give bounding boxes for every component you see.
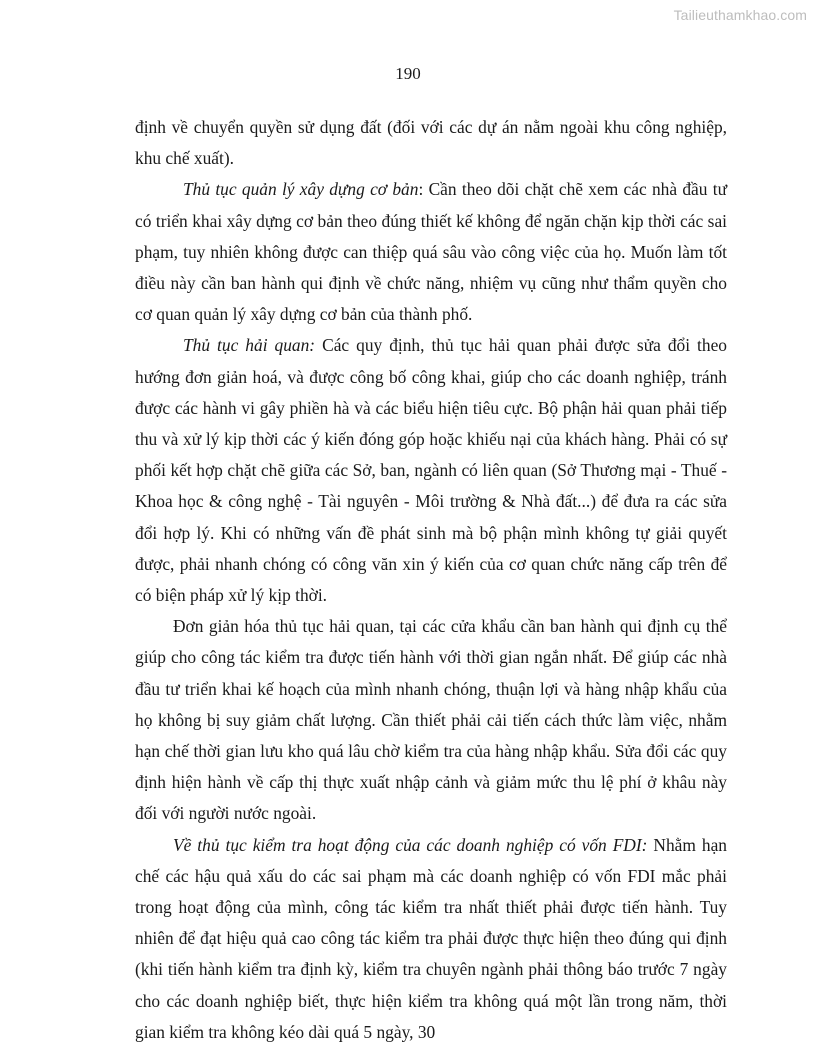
paragraph-lead-italic: Về thủ tục kiểm tra hoạt động của các doanh nghiệp có vốn FDI: [173, 834, 648, 855]
paragraph-construction-procedure [135, 174, 727, 330]
paragraph-text: Nhằm hạn chế các hậu quả xấu do các sai phạm mà các doanh nghiệp có vốn FDI mắc phải trong hoạt động của mình, công tác kiểm tra nhất thiết phải được tiến hành. Tuy nhiên để đạt hiệu quả cao công tác kiểm tra phải được thực hiện theo đúng qui định (khi tiến hành kiểm tra định kỳ, kiểm tra chuyên ngành phải thông báo trước 7 ngày cho các doanh nghiệp biết, thực hiện kiểm tra không quá một lần trong năm, thời gian kiểm tra không kéo dài quá 5 ngày, 30 [135, 834, 727, 1042]
paragraph-fdi-inspection [135, 830, 727, 1048]
paragraph-text: : Cần theo dõi chặt chẽ xem các nhà đầu tư có triển khai xây dựng cơ bản theo đúng thiết kế không để ngăn chặn kịp thời các sai phạm, tuy nhiên không được can thiệp quá sâu vào công việc của họ. Muốn làm tốt điều này cần ban hành qui định về chức năng, nhiệm vụ cũng như thẩm quyền cho cơ quan quản lý xây dựng cơ bản của thành phố. [135, 179, 728, 325]
watermark: Tailieuthamkhao.com [673, 7, 807, 23]
paragraph-text: Các quy định, thủ tục hải quan phải được sửa đổi theo hướng đơn giản hoá, và được công bố công khai, giúp cho các doanh nghiệp, tránh được các hành vi gây phiền hà và các biểu hiện tiêu cực. Bộ phận hải quan phải tiếp thu và xử lý kịp thời các ý kiến đóng góp hoặc khiếu nại của khách hàng. Phải có sự phối kết hợp chặt chẽ giữa các Sở, ban, ngành có liên quan (Sở Thương mại - Thuế - Khoa học & công nghệ - Tài nguyên - Môi trường & Nhà đất...) để đưa ra các sửa đổi hợp lý. Khi có những vấn đề phát sinh mà bộ phận mình không tự giải quyết được, phải nhanh chóng có công văn xin ý kiến của cơ quan chức năng cấp trên để có biện pháp xử lý kịp thời. [135, 335, 727, 606]
document-body [135, 112, 727, 1048]
paragraph-simplify-customs [135, 611, 727, 829]
page-number: 190 [395, 64, 421, 83]
paragraph-lead-italic: Thủ tục quản lý xây dựng cơ bản [183, 179, 419, 200]
paragraph-lead-italic: Thủ tục hải quan: [183, 335, 316, 356]
paragraph-customs-procedure [135, 330, 727, 611]
paragraph-land-transfer [135, 112, 727, 174]
paragraph-text: định về chuyển quyền sử dụng đất (đối với các dự án nằm ngoài khu công nghiệp, khu chế xuất). [135, 117, 727, 169]
paragraph-text: Đơn giản hóa thủ tục hải quan, tại các cửa khẩu cần ban hành qui định cụ thể giúp cho công tác kiểm tra được tiến hành với thời gian ngắn nhất. Để giúp các nhà đầu tư triển khai kế hoạch của mình nhanh chóng, thuận lợi và hàng nhập khẩu của họ không bị suy giảm chất lượng. Cần thiết phải cải tiến cách thức làm việc, nhằm hạn chế thời gian lưu kho quá lâu chờ kiểm tra của hàng nhập khẩu. Sửa đổi các quy định hiện hành về cấp thị thực xuất nhập cảnh và giảm mức thu lệ phí ở khâu này đối với người nước ngoài. [135, 616, 727, 824]
